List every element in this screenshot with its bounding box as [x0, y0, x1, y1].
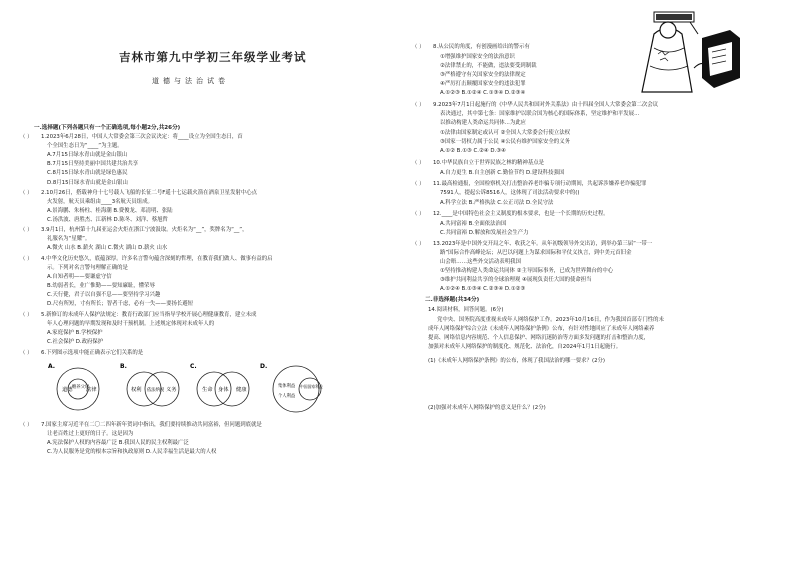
- q12-options-cd: C.共同富裕 D.解放和发展社会生产力: [440, 230, 529, 236]
- q4-option-b: B.幼弱者长，业广惟勤——要知廉耻，懂荣辱: [47, 283, 155, 289]
- q1-option-d: D.8月15日绿水青山就是金山银山: [47, 180, 128, 186]
- answer-bracket: （ ）: [20, 422, 33, 428]
- venn-diagrams: [44, 359, 344, 415]
- answer-bracket: （ ）: [20, 256, 33, 262]
- venn-text: 道德: [62, 387, 73, 393]
- answer-bracket: （ ）: [412, 160, 425, 166]
- q9-options: A.①② B.①③ C.②④ D.③④: [440, 148, 506, 154]
- q1-option-c: C.8月15日绿水青山就是绿色惠民: [47, 170, 128, 176]
- q7-options-ab: A.宪法保护人权的内容最广泛 B.我国人民的民主权利最广泛: [47, 440, 189, 446]
- venn-text: 身体: [218, 387, 229, 393]
- q14-subquestion-2: (2)加强对未成年人网络保护的意义是什么？(2分): [428, 405, 546, 411]
- venn-text: 赡养父母: [72, 385, 90, 390]
- q2-options-cd: C.汤洪波、唐胜杰、江新林 D.陈冬、刘洋、蔡旭哲: [47, 217, 168, 223]
- venn-text: 个人利益: [278, 394, 296, 399]
- venn-option-label: B.: [120, 363, 127, 370]
- q8-statement: ④严厉打击颠覆国家安全的违法犯罪: [440, 81, 526, 87]
- q13-line: 山会晤……这些外交活动表明我国: [440, 259, 521, 265]
- venn-option-d: [260, 363, 323, 412]
- venn-text: 集体利益: [278, 384, 296, 389]
- q13-statements: ③维护共同利益共享的全球治理观 ④展现负责任大国的使命担当: [440, 277, 592, 283]
- q13-options: A.①②④ B.①③④ C.②③④ D.①②③: [440, 286, 526, 292]
- q14-material: 提高、网络信息内容规范、个人信息保护、网络沉迷防治等方面多发问题的打击和整治力度，: [428, 335, 650, 341]
- q11-line: 11.最高检通报，全国检察机关打击整治养老诈骗专项行动期间，共起诉涉嫌养老诈骗犯罪: [433, 181, 647, 187]
- q5-options-ab: A.家庭保护 B.学校保护: [47, 330, 103, 336]
- q3-options: A.微火 山水 B.薪火 湖山 C.微火 湖山 D.薪火 山水: [47, 245, 168, 251]
- q6-line: 6.下列图示选项中能正确表示它们关系的是: [41, 350, 144, 356]
- q12-options-ab: A.共同富裕 B.全面依法治国: [440, 221, 507, 227]
- exam-title: 吉林市第九中学初三年级学业考试: [119, 50, 307, 64]
- venn-text: 权利: [131, 387, 142, 393]
- q1-option-a: A.7月15日绿水青山就是金山银山: [47, 152, 128, 158]
- q2-line: 火发射，航天员乘组由____3名航天员组成。: [47, 199, 153, 205]
- venn-text: 中国国家利益: [300, 384, 323, 389]
- venn-option-c: [190, 363, 249, 406]
- q14-material: 成年人网络保护综合立法《未成年人网络保护条例》公布，有针对性地回应了未成年人网络素养: [428, 326, 655, 332]
- answer-bracket: （ ）: [20, 312, 33, 318]
- answer-bracket: （ ）: [412, 181, 425, 187]
- venn-text: 健康: [236, 387, 247, 393]
- q5-options-cd: C.社会保护 D.政府保护: [47, 339, 104, 345]
- venn-text: 生命: [202, 387, 213, 393]
- answer-bracket: （ ）: [412, 102, 425, 108]
- venn-text: 依法纳税: [147, 388, 165, 393]
- q3-line: 礼服名为“星耀”。: [47, 236, 91, 242]
- q14-material: 加强对未成年人网络保护的制度化、规范化、法治化，自2024年1月1日起施行。: [428, 344, 622, 350]
- q9-line: 表决通过，其中第七条：国家维护以联合国为核心的国际体系，坚定维护和平发展...: [440, 111, 640, 117]
- q8-statement: ③严格遵守有关国家安全的法律规定: [440, 72, 526, 78]
- q10-line: 10.中华民族自立于世界民族之林的精神基点是: [433, 160, 544, 166]
- q11-line: 7591人，提起公诉8516人，这体现了司法活动要求中的(): [440, 190, 580, 196]
- q4-option-c: C.天行健，君子以自强不息——要坚持学习兴趣: [47, 292, 161, 298]
- q13-statements: ①坚持推动构建人类命运共同体 ②主导国际事务，已成为世界舞台的中心: [440, 268, 614, 274]
- venn-option-label: D.: [260, 363, 268, 370]
- venn-option-label: C.: [190, 363, 197, 370]
- q12-line: 12.____是中国特色社会主义制度的根本要求，也是一个长期的历史过程。: [433, 211, 609, 217]
- q14-line: 14.阅读材料，回答问题。(6分): [428, 307, 504, 313]
- q5-line: 5.新修订的未成年人保护法规定：教育行政部门应当指导学校开展心理健康教育，建立未成: [41, 312, 257, 318]
- exam-subtitle: 道德与法治试卷: [152, 77, 229, 85]
- venn-option-a: [48, 363, 99, 410]
- answer-bracket: （ ）: [20, 227, 33, 233]
- q7-options-cd: C.为人民服务是党的根本宗旨和执政原则 D.人民幸福生活是最大的人权: [47, 449, 217, 455]
- q2-options-ab: A.景海鹏、朱杨柱、桂海潮 B.费俊龙、邓清明、张陆: [47, 208, 173, 214]
- q9-line: 9.2023年7月1日起施行的《中华人民共和国对外关系法》由十四届全国人大常委会第二次会议: [433, 102, 659, 108]
- q3-line: 3.9月1日，杭州第十九届亚运会火炬在浙江宁波汲取。火炬名为“__”，奖牌名为“__”，: [41, 227, 248, 233]
- q11-options: A.科学立法 B.严格执法 C.公正司法 D.全民守法: [440, 200, 554, 206]
- q7-line: 7.国家主席习近平在二〇二四年新年贺词中指出，我们要持续推动共同富裕，但问题到底就是: [41, 422, 262, 428]
- q14-material: 党中央、国务院高度重视未成年人网络保护工作。2023年10月16日，作为我国首部专门性的未: [437, 317, 664, 323]
- q1-line: 1.2023年6月28日，中国人大常委会第三次会议决定：将____设立为全国生态日，首: [41, 134, 243, 140]
- answer-bracket: （ ）: [20, 190, 33, 196]
- q10-options: A.自力更生 B.自主创新 C.勤俭节约 D.建设科技强国: [440, 170, 565, 176]
- q4-option-d: D.尺有所短，寸有所长；智者千虑，必有一失——要扬长避短: [47, 301, 194, 307]
- venn-text: 义务: [166, 387, 177, 393]
- answer-bracket: （ ）: [412, 241, 425, 247]
- q1-option-b: B.7月15日坚持美丽中国共建共治共享: [47, 161, 139, 167]
- q8-options: A.①②③ B.①②④ C.①③④ D.②③④: [440, 90, 526, 96]
- q8-line: 8.从公民的角度，有创漫画给出的警示有: [433, 44, 530, 50]
- q8-statement: ①增强维护国家安全的法治意识: [440, 54, 515, 60]
- q4-line: 4.中华文化历史悠久，底蕴深厚。许多名言警句蕴含深刻的哲理，在教育我们做人、做事有益的启: [41, 256, 273, 262]
- q4-option-a: A.自知者明——要谦虚守信: [47, 274, 112, 280]
- q9-statements: ③国家一切权力属于公民 ④公民有维护国家安全的义务: [440, 139, 570, 145]
- venn-option-label: A.: [48, 363, 56, 370]
- answer-bracket: （ ）: [412, 44, 425, 50]
- q4-line: 示。下列对名言警句理解正确的是: [47, 265, 128, 271]
- answer-bracket: （ ）: [20, 350, 33, 356]
- section-2-heading: 二.非选择题(共34分): [425, 297, 480, 303]
- q8-cartoon-image: [632, 8, 746, 96]
- q9-line: 以推动构建人类命运共同体...为此应: [440, 120, 527, 126]
- section-1-heading: 一.选择题(下列各题只有一个正确选项,每小题2分,共26分): [34, 125, 181, 131]
- q5-line: 年人心理问题的早期发现和及时干预机制。上述规定体现对未成年人的: [47, 321, 215, 327]
- q13-line: 路”国际合作高峰论坛；从巴以问题上为谋求国际和平仗义执言，到中美元首旧金: [440, 250, 632, 256]
- answer-bracket: （ ）: [412, 211, 425, 217]
- q14-subquestion-1: (1)《未成年人网络保护条例》的公布，体现了我国法治的哪一要求？(2分): [428, 358, 605, 364]
- q1-line: 个全国生态日为“____”为主题。: [47, 143, 123, 149]
- q7-line: 让老百姓过上更好的日子。这是因为: [47, 431, 134, 437]
- venn-option-b: [120, 363, 179, 406]
- q8-statement: ②法律禁止的，不能做，违法要受到制裁: [440, 63, 537, 69]
- q13-line: 13.2023年是中国外交开局之年、收获之年。从年初级领导外交出访，到举办第三届“一带一: [433, 241, 653, 247]
- venn-text: 法律: [86, 387, 97, 393]
- answer-bracket: （ ）: [20, 134, 33, 140]
- q9-statements: ①法律由国家制定或认可 ②全国人大常委会行使立法权: [440, 130, 570, 136]
- q2-line: 2.10月26日，搭载神舟十七号载人飞船的长征二号F遥十七运载火箭在酒泉卫星发射中心点: [41, 190, 258, 196]
